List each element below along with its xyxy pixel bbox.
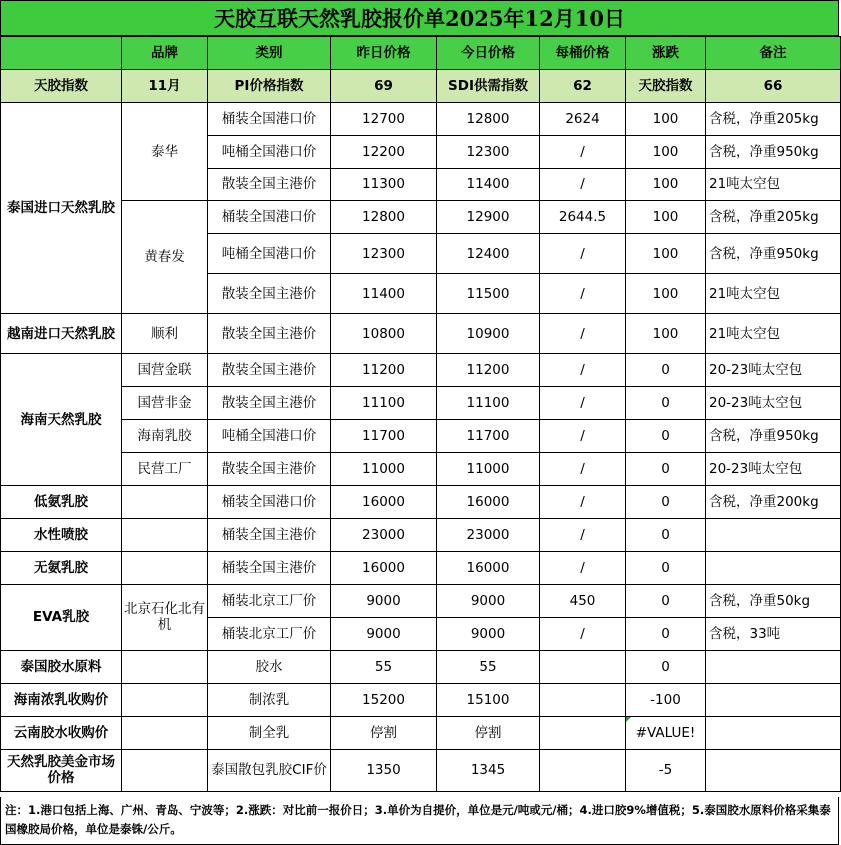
sheet-title: 天胶互联天然乳胶报价单2025年12月10日 xyxy=(0,0,839,36)
barrel-cell xyxy=(540,683,626,716)
header-row xyxy=(1,37,841,70)
note-cell xyxy=(706,716,841,749)
category-cell: 桶装全国港口价 xyxy=(208,201,331,234)
category-cell: 制全乳 xyxy=(208,716,331,749)
yesterday-cell: 11100 xyxy=(331,386,437,419)
today-cell: 1345 xyxy=(437,749,540,791)
index-month: 11月 xyxy=(122,70,208,103)
pi-value: 69 xyxy=(331,70,437,103)
sdi-value: 62 xyxy=(540,70,626,103)
category-cell: 散装全国主港价 xyxy=(208,452,331,485)
yesterday-cell: 23000 xyxy=(331,518,437,551)
header-yesterday: 昨日价格 xyxy=(331,37,437,70)
note-cell xyxy=(706,749,841,791)
change-cell: 0 xyxy=(626,650,706,683)
yesterday-cell: 12200 xyxy=(331,135,437,168)
table-row xyxy=(1,452,841,485)
today-cell: 停割 xyxy=(437,716,540,749)
tianjiao-value: 66 xyxy=(706,70,841,103)
brand-taihua: 泰华 xyxy=(122,103,208,201)
barrel-cell: / xyxy=(540,617,626,650)
table-row xyxy=(1,201,841,234)
category-cell: 桶装北京工厂价 xyxy=(208,617,331,650)
today-cell: 23000 xyxy=(437,518,540,551)
change-cell: 100 xyxy=(626,274,706,314)
change-cell: 100 xyxy=(626,314,706,354)
group-vietnam: 越南进口天然乳胶 xyxy=(1,314,122,354)
today-cell: 10900 xyxy=(437,314,540,354)
barrel-cell: / xyxy=(540,274,626,314)
category-cell: 吨桶全国港口价 xyxy=(208,135,331,168)
group-thai-raw: 泰国胶水原料 xyxy=(1,650,122,683)
change-cell: -100 xyxy=(626,683,706,716)
barrel-cell: / xyxy=(540,386,626,419)
table-row xyxy=(1,650,841,683)
index-row xyxy=(1,70,841,103)
group-yunnan: 云南胶水收购价 xyxy=(1,716,122,749)
brand-guoying-feijin: 国营非金 xyxy=(122,386,208,419)
header-cell xyxy=(1,37,122,70)
yesterday-cell: 11000 xyxy=(331,452,437,485)
table-row xyxy=(1,584,841,617)
barrel-cell: / xyxy=(540,314,626,354)
barrel-cell: 2644.5 xyxy=(540,201,626,234)
pi-label: PI价格指数 xyxy=(208,70,331,103)
brand-empty xyxy=(122,551,208,584)
yesterday-cell: 9000 xyxy=(331,584,437,617)
barrel-cell: / xyxy=(540,518,626,551)
category-cell: 散装全国主港价 xyxy=(208,274,331,314)
category-cell: 桶装全国港口价 xyxy=(208,103,331,136)
change-cell: 0 xyxy=(626,518,706,551)
group-hainan-conc: 海南浓乳收购价 xyxy=(1,683,122,716)
change-cell: 0 xyxy=(626,354,706,387)
today-cell: 11500 xyxy=(437,274,540,314)
note-cell: 含税，净重200kg xyxy=(706,485,841,518)
today-cell: 12800 xyxy=(437,103,540,136)
change-cell: 100 xyxy=(626,201,706,234)
category-cell: 吨桶全国港口价 xyxy=(208,234,331,274)
change-cell: 0 xyxy=(626,584,706,617)
category-cell: 制浓乳 xyxy=(208,683,331,716)
note-cell: 含税，净重205kg xyxy=(706,201,841,234)
yesterday-cell: 11700 xyxy=(331,419,437,452)
header-change: 涨跌 xyxy=(626,37,706,70)
today-cell: 12300 xyxy=(437,135,540,168)
group-eva: EVA乳胶 xyxy=(1,584,122,650)
note-cell: 20-23吨太空包 xyxy=(706,452,841,485)
table-row xyxy=(1,386,841,419)
note-cell xyxy=(706,518,841,551)
yesterday-cell: 9000 xyxy=(331,617,437,650)
yesterday-cell: 11200 xyxy=(331,354,437,387)
note-cell: 20-23吨太空包 xyxy=(706,354,841,387)
today-cell: 55 xyxy=(437,650,540,683)
barrel-cell xyxy=(540,650,626,683)
note-cell: 21吨太空包 xyxy=(706,314,841,354)
change-cell: 0 xyxy=(626,485,706,518)
note-cell: 含税，净重50kg xyxy=(706,584,841,617)
tianjiao-label: 天胶指数 xyxy=(626,70,706,103)
footnote: 注：1.港口包括上海、广州、青岛、宁波等；2.涨跌：对比前一报价日；3.单价为自提价，单位是元/吨或元/桶；4.进口胶9%增值税；5.泰国胶水原料价格采集泰国橡胶局价格，单位是泰铢/公斤。 xyxy=(0,797,839,845)
brand-huangchunfa: 黄春发 xyxy=(122,201,208,314)
barrel-cell: / xyxy=(540,452,626,485)
category-cell: 桶装北京工厂价 xyxy=(208,584,331,617)
today-cell: 16000 xyxy=(437,485,540,518)
brand-shunli: 顺利 xyxy=(122,314,208,354)
change-cell: 100 xyxy=(626,135,706,168)
group-hainan: 海南天然乳胶 xyxy=(1,354,122,486)
today-cell: 11700 xyxy=(437,419,540,452)
brand-guoying-jinlian: 国营金联 xyxy=(122,354,208,387)
category-cell: 桶装全国主港价 xyxy=(208,551,331,584)
change-cell: 0 xyxy=(626,452,706,485)
note-cell: 含税，净重950kg xyxy=(706,419,841,452)
barrel-cell: / xyxy=(540,234,626,274)
yesterday-cell: 15200 xyxy=(331,683,437,716)
category-cell: 散装全国主港价 xyxy=(208,314,331,354)
today-cell: 11400 xyxy=(437,168,540,201)
category-cell: 散装全国主港价 xyxy=(208,354,331,387)
category-cell: 泰国散包乳胶CIF价 xyxy=(208,749,331,791)
brand-empty xyxy=(122,518,208,551)
note-cell: 含税，33吨 xyxy=(706,617,841,650)
today-cell: 9000 xyxy=(437,617,540,650)
yesterday-cell: 11300 xyxy=(331,168,437,201)
yesterday-cell: 16000 xyxy=(331,485,437,518)
change-cell: 0 xyxy=(626,617,706,650)
barrel-cell: / xyxy=(540,135,626,168)
table-row xyxy=(1,314,841,354)
header-category: 类别 xyxy=(208,37,331,70)
yesterday-cell: 12800 xyxy=(331,201,437,234)
table-row xyxy=(1,683,841,716)
table-row xyxy=(1,103,841,136)
today-cell: 12900 xyxy=(437,201,540,234)
barrel-cell xyxy=(540,716,626,749)
today-cell: 15100 xyxy=(437,683,540,716)
today-cell: 11200 xyxy=(437,354,540,387)
change-cell: 0 xyxy=(626,386,706,419)
category-cell: 吨桶全国港口价 xyxy=(208,419,331,452)
today-cell: 12400 xyxy=(437,234,540,274)
table-row xyxy=(1,518,841,551)
category-cell: 桶装全国港口价 xyxy=(208,485,331,518)
today-cell: 16000 xyxy=(437,551,540,584)
yesterday-cell: 1350 xyxy=(331,749,437,791)
today-cell: 11100 xyxy=(437,386,540,419)
barrel-cell: 2624 xyxy=(540,103,626,136)
note-cell: 20-23吨太空包 xyxy=(706,386,841,419)
yesterday-cell: 10800 xyxy=(331,314,437,354)
category-cell: 桶装全国主港价 xyxy=(208,518,331,551)
note-cell xyxy=(706,551,841,584)
barrel-cell: 450 xyxy=(540,584,626,617)
change-cell: #VALUE! xyxy=(626,716,706,749)
yesterday-cell: 16000 xyxy=(331,551,437,584)
today-cell: 11000 xyxy=(437,452,540,485)
change-cell: -5 xyxy=(626,749,706,791)
change-cell: 100 xyxy=(626,234,706,274)
yesterday-cell: 12300 xyxy=(331,234,437,274)
brand-minying: 民营工厂 xyxy=(122,452,208,485)
table-row xyxy=(1,716,841,749)
note-cell: 含税，净重950kg xyxy=(706,135,841,168)
header-note: 备注 xyxy=(706,37,841,70)
header-today: 今日价格 xyxy=(437,37,540,70)
table-row xyxy=(1,485,841,518)
header-brand: 品牌 xyxy=(122,37,208,70)
note-cell: 含税，净重205kg xyxy=(706,103,841,136)
group-low-ammonia: 低氨乳胶 xyxy=(1,485,122,518)
brand-empty xyxy=(122,650,208,683)
barrel-cell: / xyxy=(540,551,626,584)
change-cell: 0 xyxy=(626,419,706,452)
header-barrel: 每桶价格 xyxy=(540,37,626,70)
yesterday-cell: 12700 xyxy=(331,103,437,136)
yesterday-cell: 11400 xyxy=(331,274,437,314)
note-cell: 21吨太空包 xyxy=(706,274,841,314)
sdi-label: SDI供需指数 xyxy=(437,70,540,103)
change-cell: 100 xyxy=(626,103,706,136)
note-cell: 含税，净重950kg xyxy=(706,234,841,274)
note-cell xyxy=(706,683,841,716)
yesterday-cell: 停割 xyxy=(331,716,437,749)
group-water-spray: 水性喷胶 xyxy=(1,518,122,551)
table-row xyxy=(1,551,841,584)
price-table xyxy=(0,36,841,792)
brand-empty xyxy=(122,683,208,716)
change-cell: 100 xyxy=(626,168,706,201)
barrel-cell: / xyxy=(540,419,626,452)
brand-empty xyxy=(122,485,208,518)
category-cell: 散装全国主港价 xyxy=(208,168,331,201)
today-cell: 9000 xyxy=(437,584,540,617)
barrel-cell: / xyxy=(540,354,626,387)
barrel-cell: / xyxy=(540,168,626,201)
group-thai: 泰国进口天然乳胶 xyxy=(1,103,122,314)
brand-empty xyxy=(122,716,208,749)
barrel-cell: / xyxy=(540,485,626,518)
note-cell xyxy=(706,650,841,683)
category-cell: 胶水 xyxy=(208,650,331,683)
yesterday-cell: 55 xyxy=(331,650,437,683)
table-row xyxy=(1,749,841,791)
brand-empty xyxy=(122,749,208,791)
table-row xyxy=(1,419,841,452)
brand-hainan-rujiao: 海南乳胶 xyxy=(122,419,208,452)
index-label: 天胶指数 xyxy=(1,70,122,103)
brand-beijing: 北京石化北有机 xyxy=(122,584,208,650)
category-cell: 散装全国主港价 xyxy=(208,386,331,419)
table-row xyxy=(1,354,841,387)
change-cell: 0 xyxy=(626,551,706,584)
group-no-ammonia: 无氨乳胶 xyxy=(1,551,122,584)
note-cell: 21吨太空包 xyxy=(706,168,841,201)
group-usd: 天然乳胶美金市场价格 xyxy=(1,749,122,791)
barrel-cell xyxy=(540,749,626,791)
